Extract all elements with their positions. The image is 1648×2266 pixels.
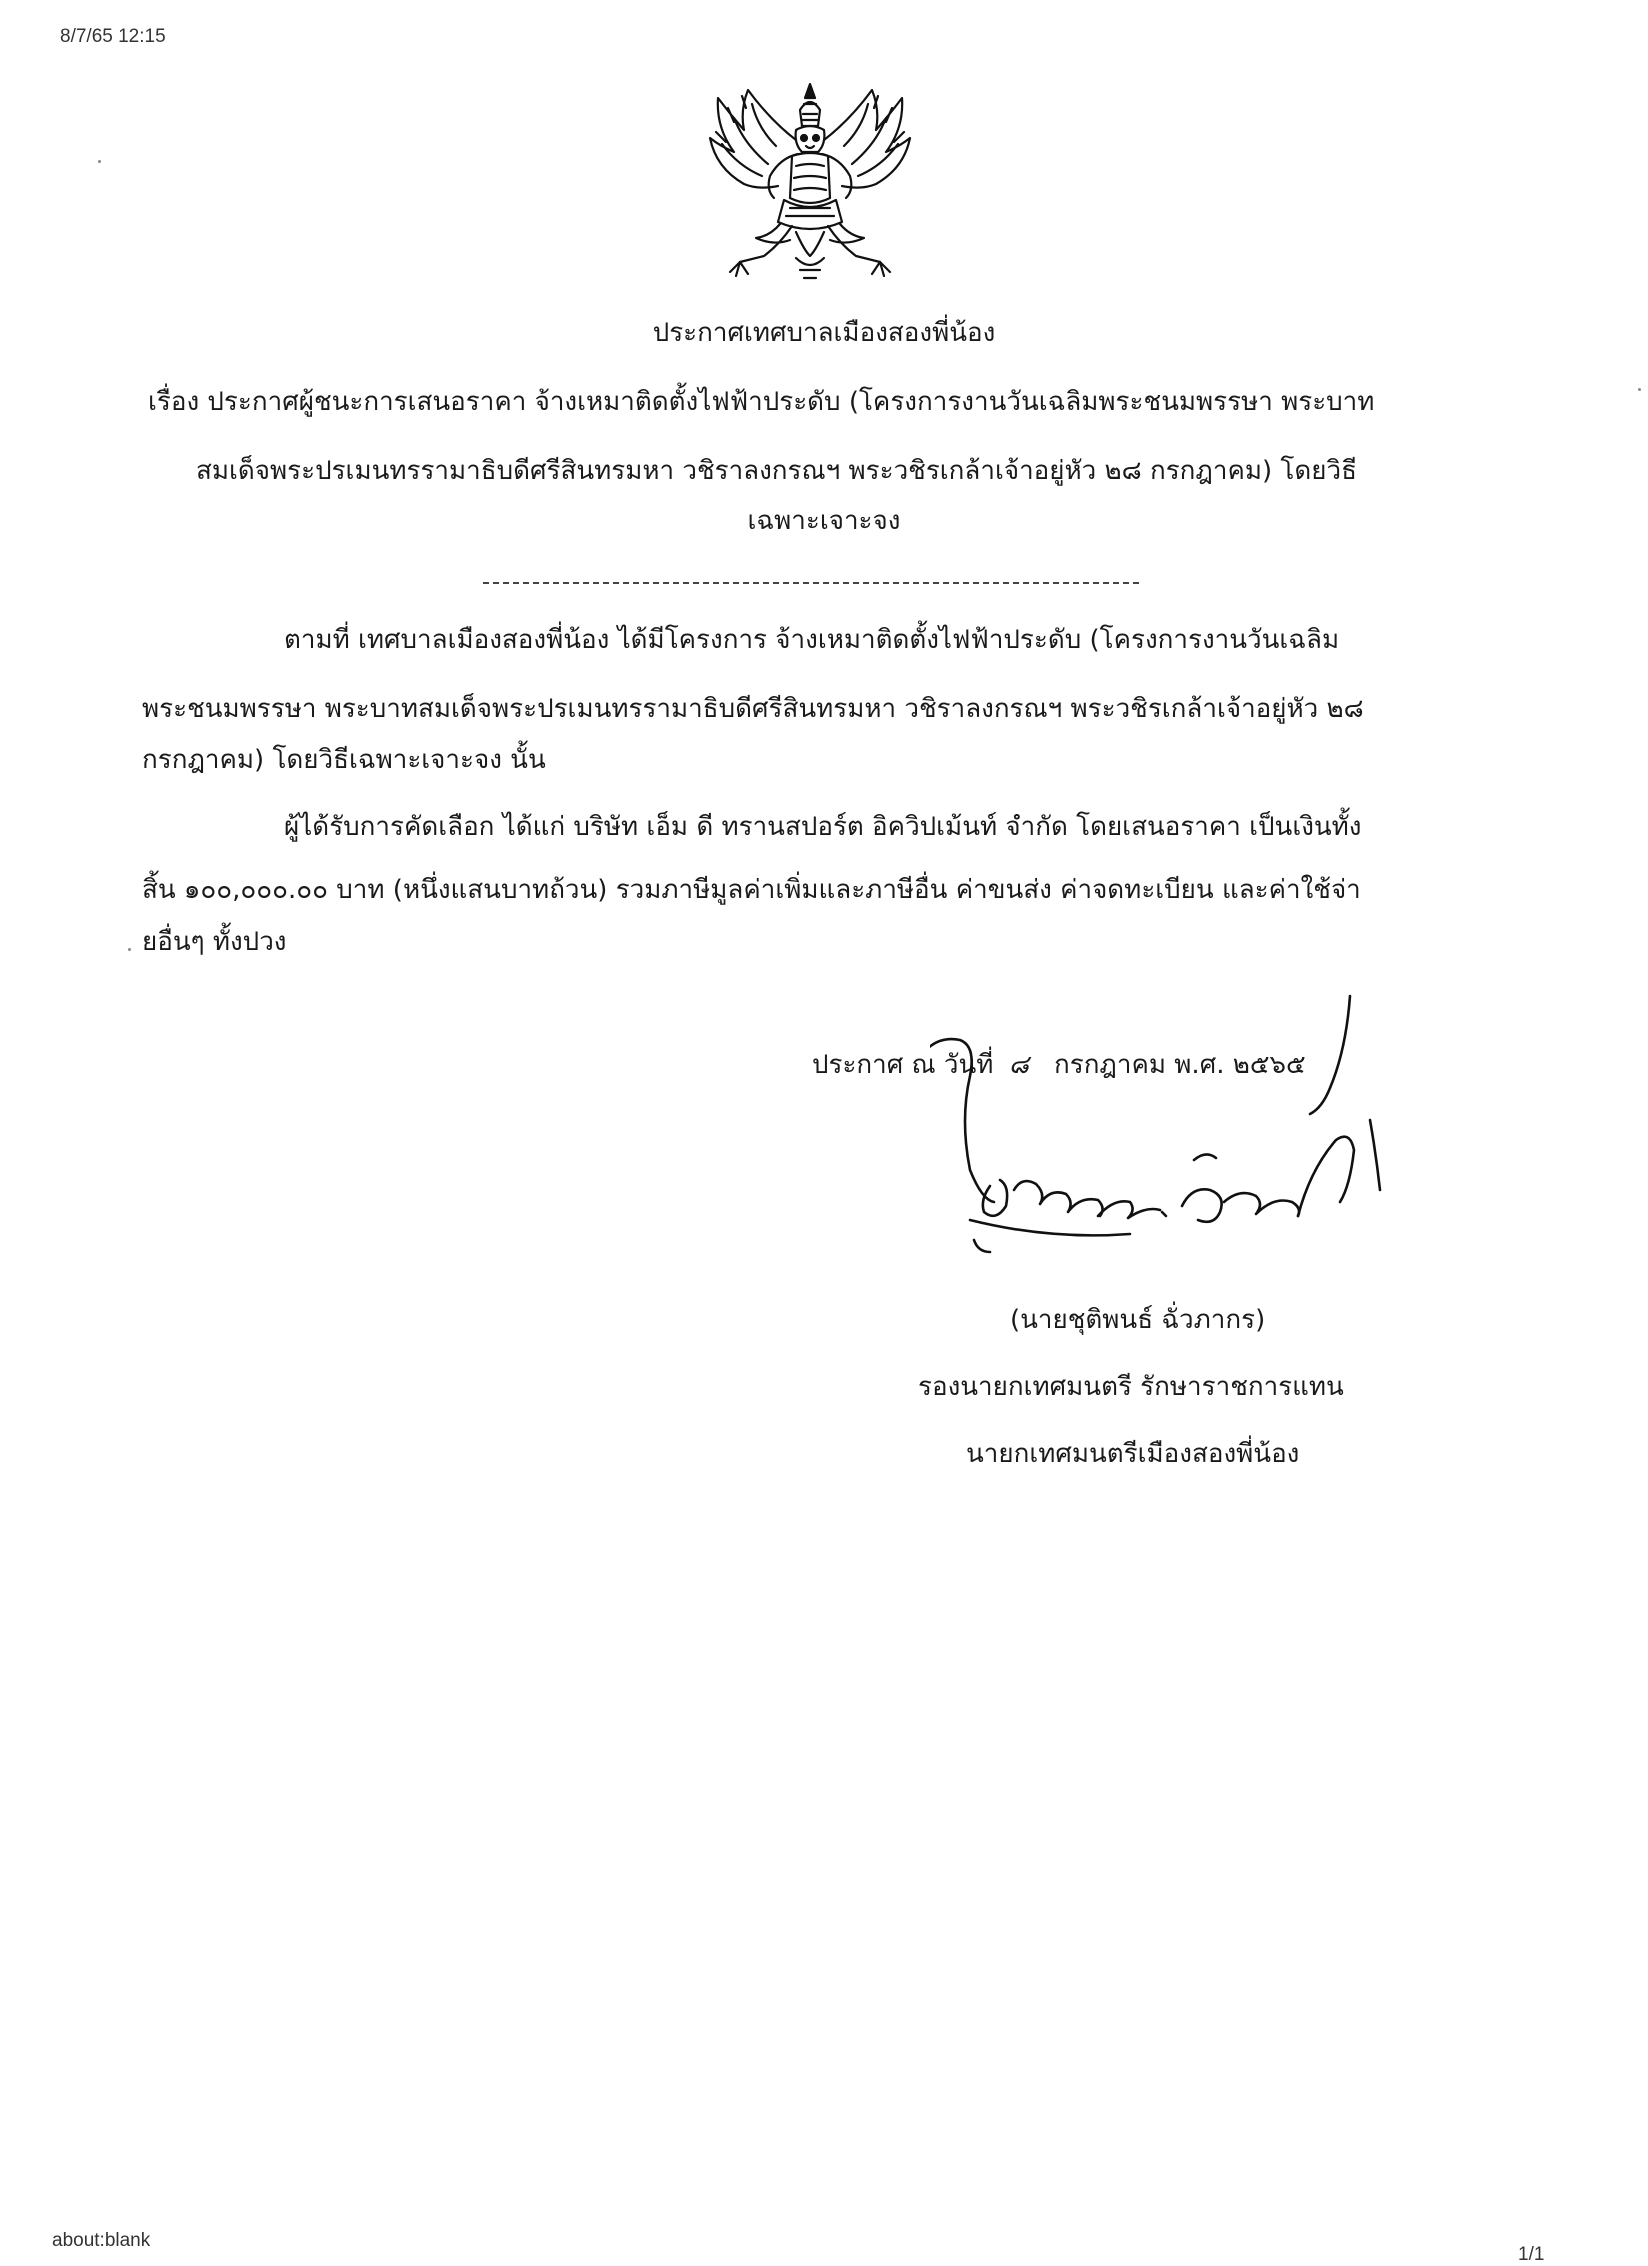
announce-date-month: กรกฎาคม (1053, 1050, 1167, 1080)
handwritten-signature (930, 990, 1410, 1290)
page-count: 1/1 (1518, 2244, 1545, 2265)
print-url: about:blank (52, 2230, 151, 2251)
announce-date-year: ๒๕๖๕ (1232, 1050, 1306, 1080)
announce-date-prefix: ประกาศ ณ วันที่ (812, 1050, 994, 1080)
print-timestamp: 8/7/65 12:15 (60, 26, 166, 47)
announce-date-era: พ.ศ. (1174, 1050, 1225, 1080)
signatory-office: นายกเทศมนตรีเมืองสองพี่น้อง (966, 1439, 1300, 1469)
paragraph2-line-1: ผู้ได้รับการคัดเลือก ได้แก่ บริษัท เอ็ม ดี ทรานสปอร์ต อิควิปเม้นท์ จำกัด โดยเสนอราคา เป็นเงินทั้ง (284, 812, 1362, 842)
scan-speck (98, 160, 101, 163)
paragraph1-line-1: ตามที่ เทศบาลเมืองสองพี่น้อง ได้มีโครงการ จ้างเหมาติดตั้งไฟฟ้าประดับ (โครงการงานวันเฉลิม (284, 625, 1340, 655)
scan-speck (1638, 388, 1641, 391)
garuda-emblem-icon (700, 80, 920, 290)
signatory-position: รองนายกเทศมนตรี รักษาราชการแทน (918, 1372, 1344, 1402)
paragraph2-line-2: สิ้น ๑๐๐,๐๐๐.๐๐ บาท (หนึ่งแสนบาทถ้วน) รวมภาษีมูลค่าเพิ่มและภาษีอื่น ค่าขนส่ง ค่าจดทะเบียน และค่าใช้จ่า (142, 875, 1361, 905)
paragraph1-line-3: กรกฎาคม) โดยวิธีเฉพาะเจาะจง นั้น (142, 745, 546, 775)
paragraph2-line-3: ยอื่นๆ ทั้งปวง (142, 927, 287, 957)
announce-date-day: ๘ (1008, 1050, 1029, 1080)
document-title: ประกาศเทศบาลเมืองสองพี่น้อง (652, 318, 996, 348)
subject-line-2: สมเด็จพระปรเมนทรรามาธิบดีศรีสินทรมหา วชิราลงกรณฯ พระวชิรเกล้าเจ้าอยู่หัว ๒๘ กรกฎาคม) โดยวิธี (196, 456, 1357, 486)
subject-line-1: เรื่อง ประกาศผู้ชนะการเสนอราคา จ้างเหมาติดตั้งไฟฟ้าประดับ (โครงการงานวันเฉลิมพระชนมพรรษา พระบาท (148, 387, 1375, 417)
paragraph1-line-2: พระชนมพรรษา พระบาทสมเด็จพระปรเมนทรรามาธิบดีศรีสินทรมหา วชิราลงกรณฯ พระวชิรเกล้าเจ้าอยู่หัว ๒๘ (142, 694, 1364, 724)
separator-dashes (483, 582, 1139, 584)
signatory-name: (นายชุติพนธ์ ฉั่วภากร) (1010, 1305, 1266, 1335)
scan-speck (128, 948, 131, 951)
subject-line-3: เฉพาะเจาะจง (747, 506, 901, 536)
